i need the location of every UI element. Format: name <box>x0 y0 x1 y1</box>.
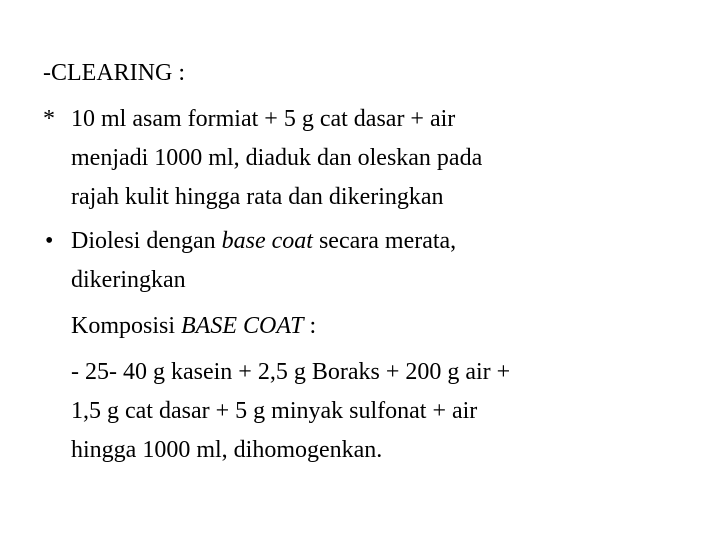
item1-line1: 10 ml asam formiat + 5 g cat dasar + air <box>71 106 456 132</box>
composition-post: : <box>303 313 317 339</box>
item1-line2: menjadi 1000 ml, diaduk dan oleskan pada <box>71 145 483 171</box>
base-coat-caps-term: BASE COAT <box>181 313 304 339</box>
item2-line1-post: secara merata, <box>312 228 457 254</box>
item2-line1-pre: Diolesi dengan <box>71 228 222 254</box>
recipe-line1: - 25- 40 g kasein + 2,5 g Boraks + 200 g air + <box>71 359 511 385</box>
recipe-line2: 1,5 g cat dasar + 5 g minyak sulfonat + air <box>71 398 478 424</box>
clearing-heading: -CLEARING : <box>43 60 185 86</box>
item1-line3: rajah kulit hingga rata dan dikeringkan <box>71 184 444 210</box>
base-coat-term: base coat <box>221 228 313 254</box>
bullet-marker: • <box>45 228 54 254</box>
composition-heading <box>71 311 316 341</box>
item2-line1 <box>71 226 456 256</box>
composition-pre: Komposisi <box>71 313 182 339</box>
recipe-line3: hingga 1000 ml, dihomogenkan. <box>71 437 383 463</box>
item2-line2: dikeringkan <box>71 267 186 293</box>
asterisk-marker: * <box>43 106 55 132</box>
